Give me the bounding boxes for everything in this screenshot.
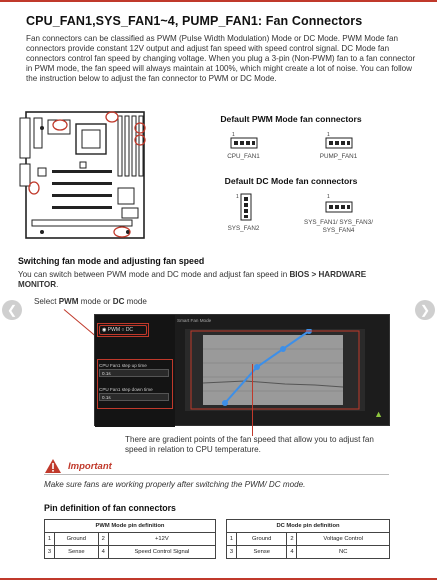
- dc-pin-table: [226, 519, 390, 559]
- table-row: [227, 533, 390, 546]
- manual-page: [26, 14, 416, 84]
- step-time-highlight: [97, 359, 173, 409]
- callout-pointer-line: [252, 364, 253, 436]
- pump-fan1-label: PUMP_FAN1: [319, 153, 358, 160]
- pin-number: 1: [45, 533, 55, 546]
- fan-curve-graph[interactable]: [185, 329, 365, 411]
- sys-fan134-label: SYS_FAN1/ SYS_FAN3/ SYS_FAN4: [304, 219, 373, 234]
- pwm-pin-table: [44, 519, 216, 559]
- 4-pin-connector-icon: [325, 192, 353, 216]
- pin-signal: Speed Control Signal: [108, 546, 215, 559]
- sys-fan2-label: SYS_FAN2: [227, 225, 260, 232]
- default-pwm-heading: Default PWM Mode fan connectors: [220, 114, 362, 124]
- pin-number: 1: [227, 533, 237, 546]
- pin-signal: Voltage Control: [297, 533, 390, 546]
- pump-fan1-connector: [294, 130, 384, 161]
- cpu-fan1-label: CPU_FAN1: [227, 153, 260, 160]
- important-label: Important: [68, 460, 112, 472]
- gradient-points-callout: There are gradient points of the fan speed that allow you to adjust fan speed in relation to CPU temperature.: [125, 435, 374, 454]
- switching-text-after: .: [56, 280, 59, 289]
- pin-number: 2: [98, 533, 108, 546]
- pin-signal: NC: [297, 546, 390, 559]
- dc-option: DC: [125, 327, 134, 333]
- default-dc-heading: Default DC Mode fan connectors: [224, 176, 358, 186]
- pin-definition-heading: Pin definition of fan connectors: [44, 503, 176, 513]
- pin1-marker: 1: [231, 132, 235, 138]
- sys-fan134-connector: [294, 192, 384, 235]
- vertical-4-pin-connector-icon: [236, 192, 252, 222]
- bios-hardware-monitor-screenshot: [94, 314, 390, 426]
- 4-pin-connector-icon: [325, 130, 353, 150]
- bios-path: BIOS > HARDWARE MONITOR: [18, 270, 367, 289]
- switching-paragraph: [18, 270, 388, 290]
- select-mode-instruction: [34, 297, 147, 306]
- pin-signal: Sense: [55, 546, 99, 559]
- select-dc-word: DC: [112, 297, 125, 306]
- select-prefix: Select: [34, 297, 59, 306]
- pin-number: 3: [45, 546, 55, 559]
- step-up-label: CPU Fan1 step up time: [99, 363, 147, 368]
- warning-triangle-icon: ▲: [374, 409, 383, 419]
- pin-signal: +12V: [108, 533, 215, 546]
- select-suffix: mode: [124, 297, 147, 306]
- pwm-option: PWM: [107, 327, 120, 333]
- previous-page-arrow-icon[interactable]: ❮: [2, 300, 22, 320]
- warning-icon: [44, 458, 62, 474]
- pin-signal: Ground: [55, 533, 99, 546]
- step-down-label: CPU Fan1 step down time: [99, 387, 153, 392]
- dc-radio-icon: ○: [121, 327, 125, 333]
- gradient-point[interactable]: [254, 364, 260, 370]
- fan-curve-plot: [185, 329, 365, 411]
- gradient-point[interactable]: [280, 346, 286, 352]
- motherboard-diagram: [18, 108, 148, 240]
- default-pwm-section: [196, 114, 386, 161]
- pin1-marker: 1: [326, 194, 330, 200]
- motherboard-illustration: [18, 108, 148, 240]
- cpu-fan1-connector: [199, 130, 289, 161]
- pin-number: 2: [287, 533, 297, 546]
- pwm-dc-highlight: [97, 323, 149, 337]
- 4-pin-connector-icon: [230, 130, 258, 150]
- pin-number: 3: [227, 546, 237, 559]
- intro-paragraph: Fan connectors can be classified as PWM (Pulse Width Modulation) Mode or DC Mode. PWM Mode fan connectors provide constant 12V output and adjust fan speed with speed control signal. DC Mode fan connectors control fan speed by changing voltage. When you plug a 3-pin (Non-PWM) fan to a fan connector in PWM mode, the fan speed will always maintain at 100%, which might create a lot of noise. You can follow the instruction below to adjust the fan connector to PWM or DC Mode.: [26, 34, 416, 83]
- pin1-marker: 1: [326, 132, 330, 138]
- pin1-marker: 1: [235, 194, 239, 200]
- pin-number: 4: [287, 546, 297, 559]
- table-row: [45, 533, 216, 546]
- step-up-value-field[interactable]: 0.1s: [99, 369, 169, 377]
- important-text: Make sure fans are working properly after switching the PWM/ DC mode.: [44, 480, 306, 489]
- table-row: [227, 546, 390, 559]
- table-row: [45, 546, 216, 559]
- important-notice: [44, 458, 112, 474]
- switching-text-before: You can switch between PWM mode and DC mode and adjust fan speed in: [18, 270, 290, 279]
- switching-heading: Switching fan mode and adjusting fan speed: [18, 256, 205, 266]
- default-dc-section: [196, 176, 386, 235]
- important-divider: [44, 474, 389, 475]
- sys-fan2-connector: [199, 192, 289, 235]
- dc-table-title: DC Mode pin definition: [227, 520, 390, 533]
- pin-signal: Ground: [237, 533, 287, 546]
- smart-fan-mode-title: Smart Fan Mode: [177, 318, 212, 323]
- gradient-point[interactable]: [222, 400, 228, 406]
- pin-number: 4: [98, 546, 108, 559]
- page-title: CPU_FAN1,SYS_FAN1~4, PUMP_FAN1: Fan Connectors: [26, 14, 363, 28]
- select-middle: mode or: [78, 297, 113, 306]
- pin-signal: Sense: [237, 546, 287, 559]
- pwm-table-title: PWM Mode pin definition: [45, 520, 216, 533]
- pwm-radio-icon: ◉: [102, 327, 107, 333]
- select-pwm-word: PWM: [58, 297, 79, 306]
- step-down-value-field[interactable]: 0.1s: [99, 393, 169, 401]
- next-page-arrow-icon[interactable]: ❯: [415, 300, 435, 320]
